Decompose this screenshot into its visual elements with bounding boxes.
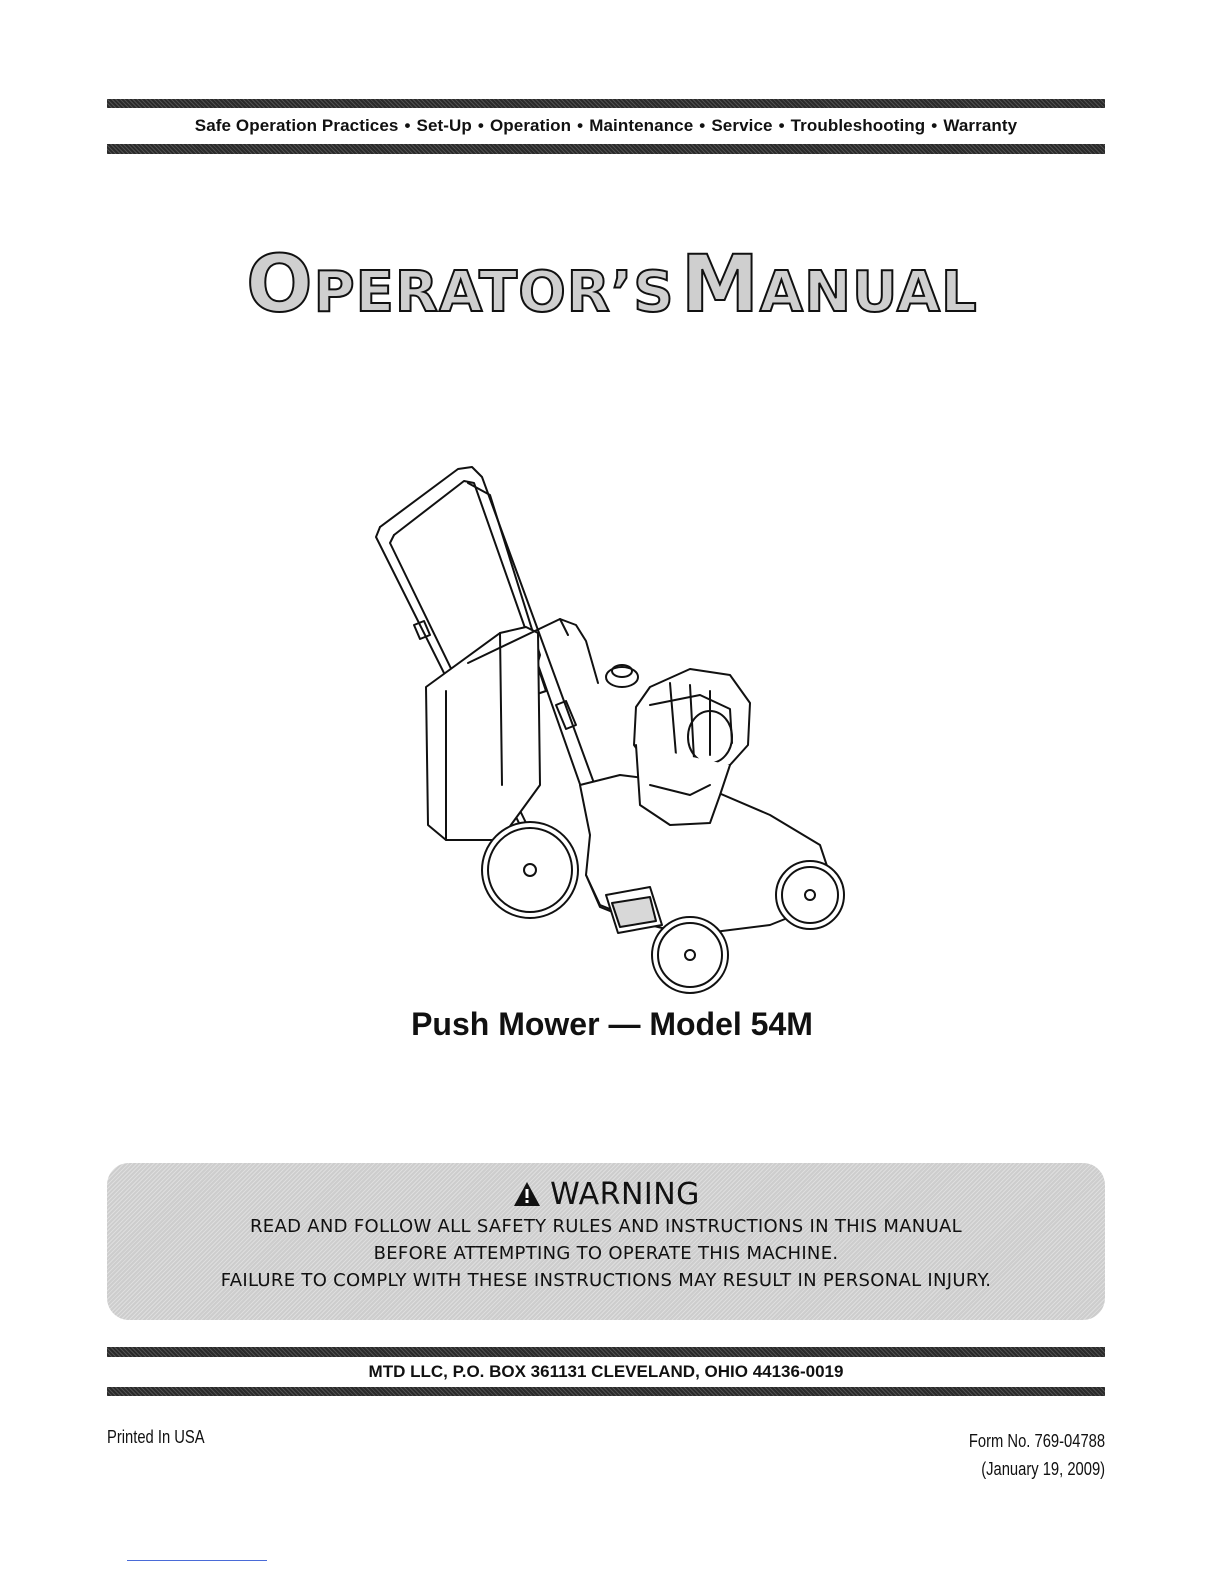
- form-number: Form No. 769-04788: [968, 1431, 1105, 1451]
- nav-separator: •: [404, 116, 411, 135]
- warning-line-2: BEFORE ATTEMPTING TO OPERATE THIS MACHINE.: [373, 1243, 839, 1264]
- product-subtitle: Push Mower — Model 54M: [411, 1006, 813, 1042]
- push-mower-illustration: [350, 455, 850, 1015]
- warning-box: [107, 1163, 1105, 1320]
- title-initial-o: O: [246, 240, 314, 330]
- title-initial-m: M: [681, 240, 760, 330]
- form-date: (January 19, 2009): [981, 1459, 1105, 1479]
- nav-item-safe-operation: Safe Operation Practices: [194, 116, 399, 135]
- company-address: MTD LLC, P.O. BOX 361131 CLEVELAND, OHIO 44136-0019: [368, 1362, 844, 1381]
- warning-triangle-icon: [512, 1180, 542, 1208]
- form-number-block: [969, 1427, 1105, 1483]
- warning-line-1: READ AND FOLLOW ALL SAFETY RULES AND INSTRUCTIONS IN THIS MANUAL: [250, 1216, 962, 1237]
- page-title: [0, 240, 1224, 330]
- address-bottom-rule: [107, 1387, 1105, 1396]
- title-word-operators: PERATOR’S: [313, 260, 675, 325]
- nav-item-set-up: Set-Up: [416, 116, 472, 135]
- header-nav: [107, 108, 1105, 144]
- title-word-manual: ANUAL: [759, 260, 978, 325]
- nav-separator: •: [477, 116, 484, 135]
- nav-separator: •: [778, 116, 785, 135]
- nav-item-service: Service: [711, 116, 773, 135]
- printed-in: Printed In USA: [107, 1427, 205, 1447]
- nav-item-troubleshooting: Troubleshooting: [790, 116, 926, 135]
- warning-heading-text: WARNING: [550, 1176, 700, 1212]
- nav-separator: •: [577, 116, 584, 135]
- nav-bottom-rule: [107, 144, 1105, 154]
- warning-line-3: FAILURE TO COMPLY WITH THESE INSTRUCTIONS MAY RESULT IN PERSONAL INJURY.: [220, 1270, 992, 1291]
- nav-item-warranty: Warranty: [943, 116, 1018, 135]
- address-top-rule: [107, 1347, 1105, 1357]
- top-rule: [107, 99, 1105, 108]
- warning-heading: [107, 1175, 1105, 1213]
- nav-item-operation: Operation: [489, 116, 572, 135]
- nav-separator: •: [931, 116, 938, 135]
- nav-separator: •: [699, 116, 706, 135]
- nav-item-maintenance: Maintenance: [589, 116, 694, 135]
- link-underline: [127, 1560, 267, 1561]
